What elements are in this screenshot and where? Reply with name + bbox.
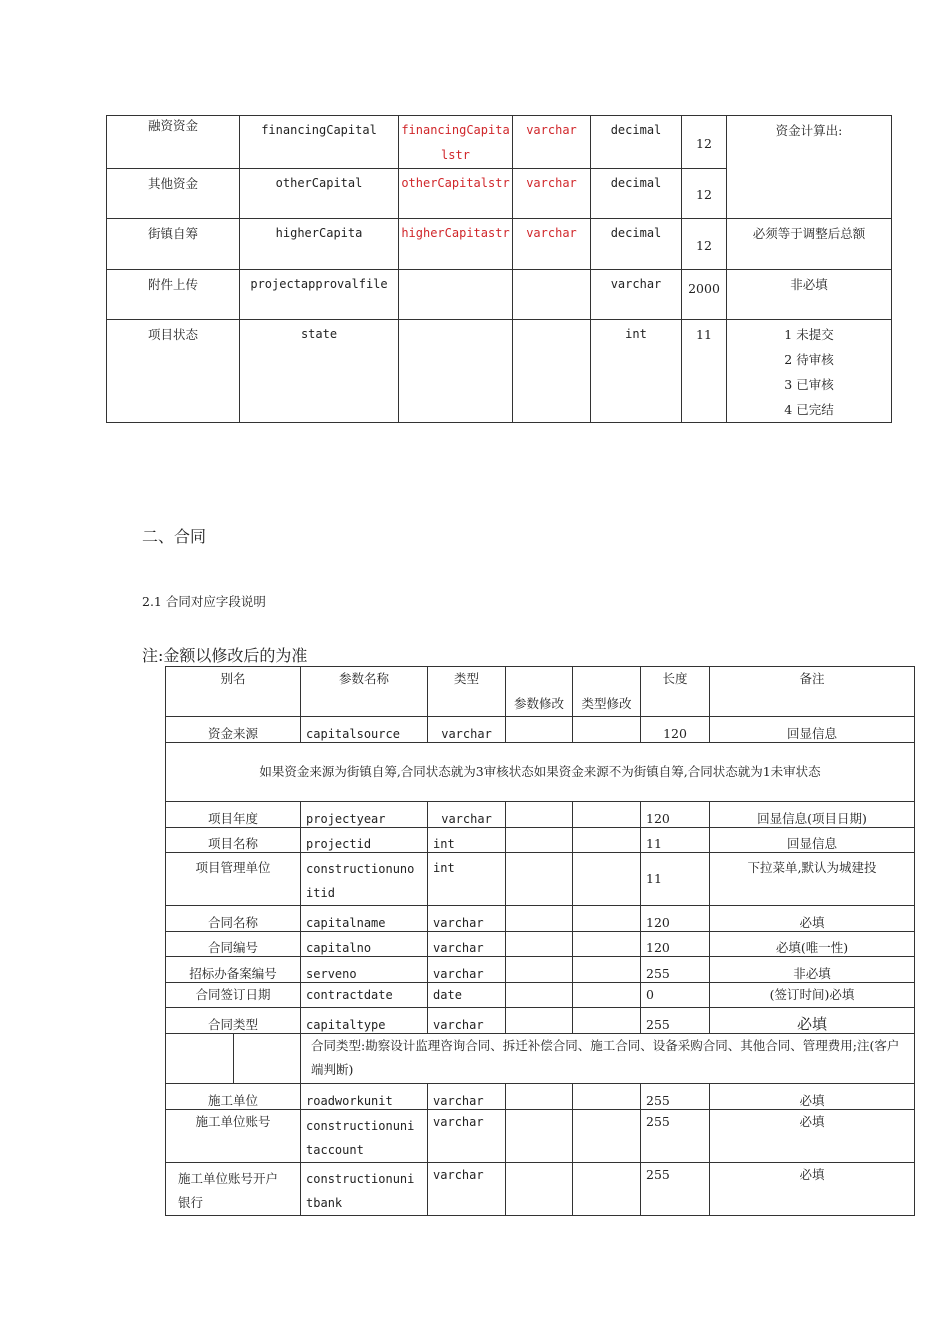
table-row [166,743,915,802]
length-cell: 120 [641,906,710,932]
param-cell: capitalname [301,906,428,932]
contract-type-note: 合同类型:勘察设计监理咨询合同、拆迁补偿合同、施工合同、设备采购合同、其他合同、管理费用;注(客户端判断) [301,1034,915,1084]
table-row [166,957,915,983]
table-row [166,802,915,828]
type-cell: varchar [428,1084,506,1110]
alt-param-cell: higherCapitastr [399,219,513,270]
type-mod-cell [573,853,641,906]
table-row [166,1084,915,1110]
param-cell: projectid [301,828,428,853]
field-table-contract [165,666,915,1216]
alias-cell: 项目名称 [166,828,301,853]
alias-cell: 施工单位 [166,1084,301,1110]
alt-type-cell [513,320,591,423]
param-mod-cell [506,853,573,906]
type-mod-cell [573,717,641,743]
alias-cell: 招标办备案编号 [166,957,301,983]
alt-type-cell [513,270,591,320]
remark-cell: 回显信息 [710,717,915,743]
param-cell: projectapprovalfile [240,270,399,320]
table-row [166,828,915,853]
type-cell: decimal [591,116,682,169]
table-header-row [166,667,915,717]
alias-cell: 项目管理单位 [166,853,301,906]
type-cell: varchar [428,1008,506,1034]
length-cell: 120 [641,802,710,828]
header-remark: 备注 [710,667,915,717]
alias-cell: 街镇自筹 [107,219,240,270]
remark-cell: 必填 [710,1008,915,1034]
state-option: 3 已审核 [784,377,834,392]
type-mod-cell [573,983,641,1008]
table-row [166,906,915,932]
length-cell: 255 [641,1008,710,1034]
table-row [166,1034,915,1084]
param-cell: roadworkunit [301,1084,428,1110]
type-mod-cell [573,802,641,828]
type-cell: varchar [428,932,506,957]
param-mod-cell [506,717,573,743]
alt-param-cell: financingCapitalstr [399,116,513,169]
table-row [107,270,892,320]
alias-cell: 施工单位账号开户银行 [166,1163,301,1216]
length-cell: 255 [641,957,710,983]
remark-cell: (签订时间)必填 [710,983,915,1008]
table-row [166,1008,915,1034]
param-cell: financingCapital [240,116,399,169]
length-cell: 255 [641,1110,710,1163]
alias-cell: 项目状态 [107,320,240,423]
type-mod-cell [573,1084,641,1110]
table-row [166,853,915,906]
state-option: 4 已完结 [784,402,834,417]
length-cell: 11 [682,320,727,423]
table-row [166,717,915,743]
header-param-mod: 参数修改 [506,667,573,717]
type-mod-cell [573,957,641,983]
param-cell: constructionunitaccount [301,1110,428,1163]
type-mod-cell [573,1008,641,1034]
type-mod-cell [573,1163,641,1216]
length-cell: 255 [641,1163,710,1216]
param-mod-cell [506,983,573,1008]
length-cell: 11 [641,853,710,906]
length-cell: 2000 [682,270,727,320]
param-mod-cell [506,932,573,957]
param-cell: otherCapital [240,169,399,219]
param-mod-cell [506,1163,573,1216]
remark-cell: 非必填 [710,957,915,983]
type-cell: decimal [591,219,682,270]
remark-cell: 必须等于调整后总额 [727,219,892,270]
state-option: 1 未提交 [784,327,834,342]
remark-cell: 必填 [710,906,915,932]
table-row [107,116,892,169]
remark-cell: 必填(唯一性) [710,932,915,957]
param-mod-cell [506,828,573,853]
length-cell: 255 [641,1084,710,1110]
table-row [166,1163,915,1216]
length-cell: 12 [682,219,727,270]
alias-cell: 其他资金 [107,169,240,219]
type-cell: varchar [428,906,506,932]
table-row [166,932,915,957]
type-cell: varchar [591,270,682,320]
param-cell: projectyear [301,802,428,828]
alias-cell: 合同编号 [166,932,301,957]
type-mod-cell [573,906,641,932]
param-cell: capitalsource [301,717,428,743]
amount-note: 注:金额以修改后的为准 [142,646,308,665]
type-cell: decimal [591,169,682,219]
table-row [166,1110,915,1163]
type-mod-cell [573,1110,641,1163]
table-row [107,219,892,270]
alt-param-cell [399,270,513,320]
alias-cell: 项目年度 [166,802,301,828]
section-heading: 二、合同 [142,527,207,546]
remark-cell: 必填 [710,1110,915,1163]
length-cell: 12 [682,169,727,219]
param-cell: constructionunoitid [301,853,428,906]
param-cell: capitaltype [301,1008,428,1034]
header-alias: 别名 [166,667,301,717]
remark-cell: 必填 [710,1163,915,1216]
param-cell: serveno [301,957,428,983]
alt-type-cell: varchar [513,219,591,270]
param-cell: higherCapita [240,219,399,270]
state-option: 2 待审核 [784,352,834,367]
remark-cell: 必填 [710,1084,915,1110]
param-cell: capitalno [301,932,428,957]
length-cell: 0 [641,983,710,1008]
alt-param-cell: otherCapitalstr [399,169,513,219]
header-type-mod: 类型修改 [573,667,641,717]
header-type: 类型 [428,667,506,717]
capital-source-note: 如果资金来源为街镇自筹,合同状态就为3审核状态如果资金来源不为街镇自筹,合同状态就为1未审状态 [166,743,915,802]
remark-cell: 回显信息 [710,828,915,853]
param-cell: contractdate [301,983,428,1008]
subsection-heading: 2.1 合同对应字段说明 [142,594,266,609]
alias-cell: 合同类型 [166,1008,301,1034]
remark-cell: 非必填 [727,270,892,320]
table-row [166,983,915,1008]
param-mod-cell [506,1084,573,1110]
alias-cell: 施工单位账号 [166,1110,301,1163]
param-mod-cell [506,802,573,828]
type-cell: date [428,983,506,1008]
alt-type-cell: varchar [513,169,591,219]
alias-cell: 融资资金 [107,116,240,169]
header-param: 参数名称 [301,667,428,717]
length-cell: 12 [682,116,727,169]
param-mod-cell [506,906,573,932]
field-table-project [106,115,892,423]
param-cell: state [240,320,399,423]
type-mod-cell [573,828,641,853]
header-length: 长度 [641,667,710,717]
alt-type-cell: varchar [513,116,591,169]
length-cell: 120 [641,717,710,743]
remark-cell: 下拉菜单,默认为城建投 [710,853,915,906]
param-mod-cell [506,1110,573,1163]
type-mod-cell [573,932,641,957]
remark-cell: 资金计算出: [727,116,892,219]
type-cell: int [428,828,506,853]
alt-param-cell [399,320,513,423]
state-options-cell [727,320,892,423]
alias-cell: 资金来源 [166,717,301,743]
type-cell: varchar [428,802,506,828]
table-row [107,320,892,423]
param-mod-cell [506,1008,573,1034]
type-cell: varchar [428,957,506,983]
type-cell: varchar [428,717,506,743]
alias-cell: 合同签订日期 [166,983,301,1008]
remark-cell: 回显信息(项目日期) [710,802,915,828]
param-mod-cell [506,957,573,983]
param-cell: constructionunitbank [301,1163,428,1216]
blank-cell [166,1034,234,1084]
type-cell: varchar [428,1163,506,1216]
length-cell: 120 [641,932,710,957]
type-cell: int [428,853,506,906]
length-cell: 11 [641,828,710,853]
alias-cell: 附件上传 [107,270,240,320]
type-cell: int [591,320,682,423]
blank-cell [234,1034,301,1084]
type-cell: varchar [428,1110,506,1163]
alias-cell: 合同名称 [166,906,301,932]
